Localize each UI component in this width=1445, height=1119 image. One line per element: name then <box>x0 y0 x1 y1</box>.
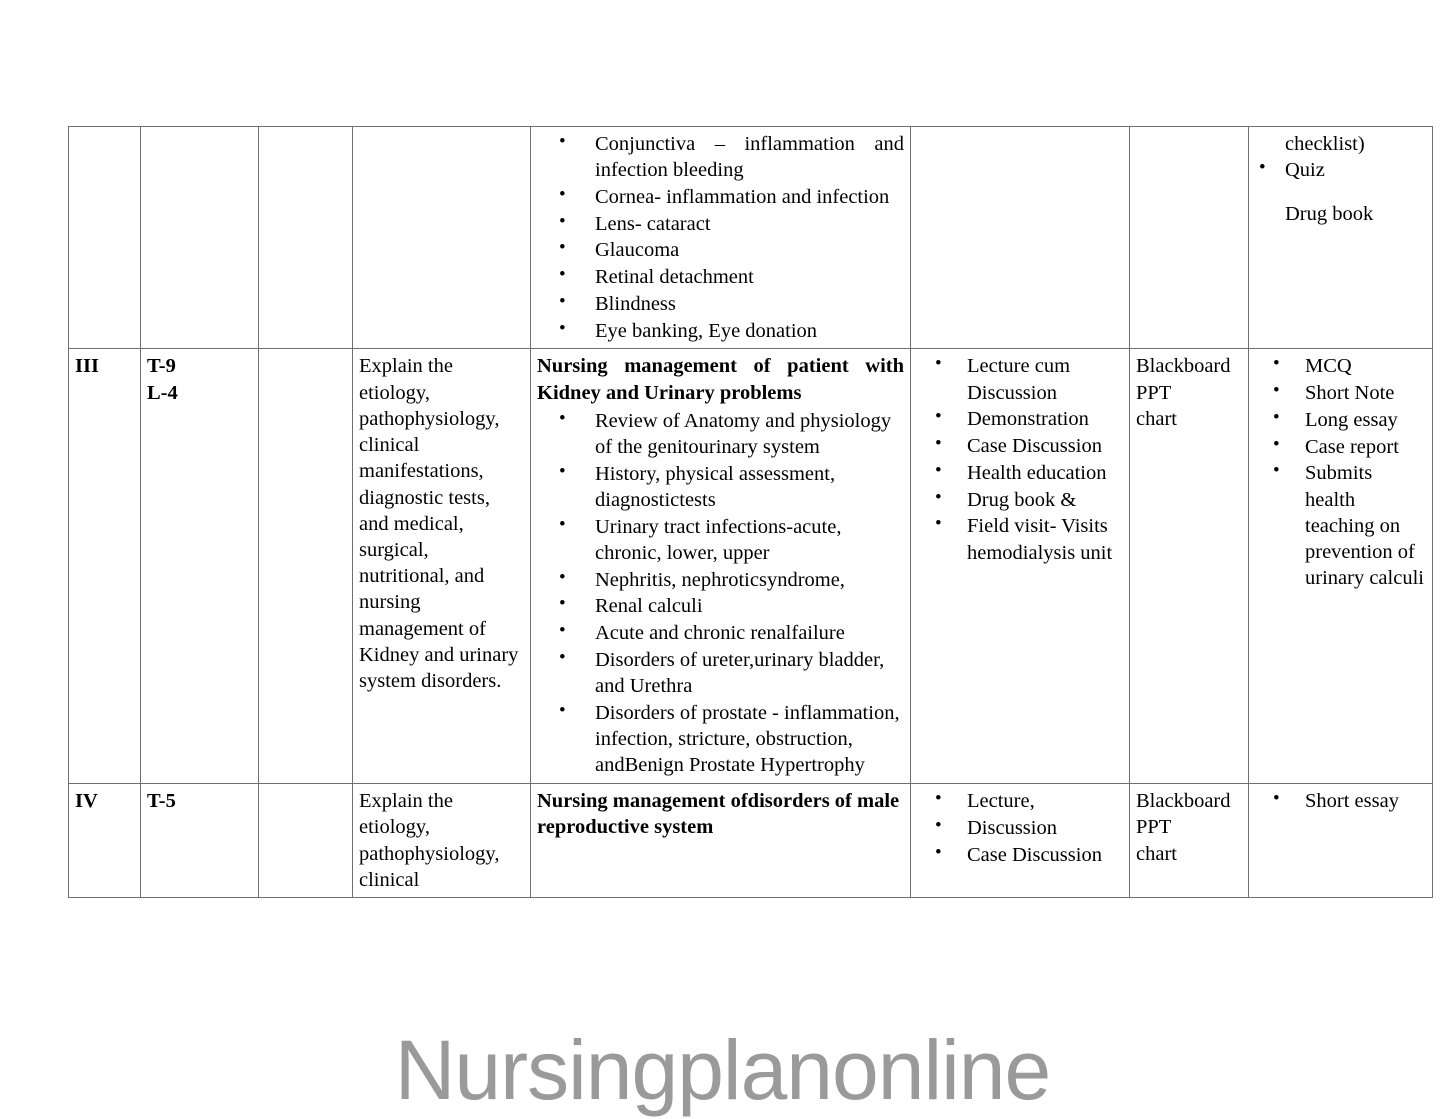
content-bullet-list <box>537 131 904 344</box>
content-bullet-list <box>537 408 904 779</box>
course-plan-table <box>68 126 1433 898</box>
cell-hours <box>141 349 259 784</box>
teaching-methods-bullet-list <box>917 788 1123 868</box>
assessment-bullet-list <box>1255 157 1426 183</box>
list-item: • Urinary tract infections-acute, chronic, lower, upper <box>537 514 904 566</box>
list-item: • Discussion <box>917 815 1123 841</box>
av-aid-line: Blackboard <box>1136 355 1231 378</box>
cell-av-aids <box>1130 784 1249 898</box>
cell-teaching-methods <box>911 127 1130 349</box>
list-item: • Nephritis, nephroticsyndrome, <box>537 567 904 593</box>
list-item: • Long essay <box>1255 407 1426 433</box>
list-item: • Case Discussion <box>917 842 1123 868</box>
av-aid-line: PPT <box>1136 381 1172 404</box>
list-item: • Quiz <box>1255 157 1426 183</box>
table-row <box>69 784 1433 898</box>
list-item: • Short Note <box>1255 380 1426 406</box>
list-item: • Renal calculi <box>537 593 904 619</box>
av-aid-line: chart <box>1136 842 1177 865</box>
cell-unit-number <box>69 127 141 349</box>
list-item: • Demonstration <box>917 406 1123 432</box>
list-item: • Lecture, <box>917 788 1123 814</box>
table-row <box>69 127 1433 349</box>
list-item: • MCQ <box>1255 353 1426 379</box>
cell-assessment <box>1249 784 1433 898</box>
cell-column-three <box>259 349 353 784</box>
cell-objectives: Explain the etiology, pathophysiology, clinical <box>353 784 531 898</box>
list-item: • Glaucoma <box>537 237 904 263</box>
list-item: • Case Discussion <box>917 433 1123 459</box>
assessment-lead-text: checklist) <box>1285 133 1365 155</box>
list-item: • Lecture cum Discussion <box>917 353 1123 405</box>
cell-teaching-methods <box>911 784 1130 898</box>
list-item: • Drug book & <box>917 487 1123 513</box>
list-item: • Health education <box>917 460 1123 486</box>
cell-column-three <box>259 784 353 898</box>
list-item: • Short essay <box>1255 788 1426 814</box>
list-item: • Field visit- Visits hemodialysis unit <box>917 513 1123 565</box>
cell-content <box>531 784 911 898</box>
list-item: • Retinal detachment <box>537 264 904 290</box>
cell-content <box>531 349 911 784</box>
list-item: • Review of Anatomy and physiology of the genitourinary system <box>537 408 904 460</box>
hours-lab: L-4 <box>147 381 178 404</box>
assessment-trailing-text: Drug book <box>1285 203 1374 226</box>
list-item: • Eye banking, Eye donation <box>537 318 904 344</box>
cell-teaching-methods <box>911 349 1130 784</box>
cell-av-aids <box>1130 349 1249 784</box>
list-item: • Case report <box>1255 434 1426 460</box>
assessment-bullet-list <box>1255 788 1426 814</box>
content-heading: Nursing management of patient with Kidney and Urinary problems <box>537 355 904 404</box>
list-item: • Conjunctiva – inflammation and infection bleeding <box>537 131 904 183</box>
teaching-methods-bullet-list <box>917 353 1123 565</box>
cell-hours <box>141 784 259 898</box>
cell-objectives <box>353 127 531 349</box>
av-aid-line: PPT <box>1136 816 1172 839</box>
cell-objectives: Explain the etiology, pathophysiology, clinical manifestations, diagnostic tests, and medical, surgical, nutritional, and nursing management of Kidney and urinary system disorders. <box>353 349 531 784</box>
cell-av-aids <box>1130 127 1249 349</box>
assessment-bullet-list <box>1255 353 1426 591</box>
watermark: Nursingplanonline <box>394 1023 1051 1117</box>
list-item: • Disorders of ureter,urinary bladder, and Urethra <box>537 647 904 699</box>
cell-unit-number: IV <box>69 784 141 898</box>
list-item: • Lens- cataract <box>537 211 904 237</box>
cell-assessment <box>1249 349 1433 784</box>
cell-unit-number: III <box>69 349 141 784</box>
cell-hours <box>141 127 259 349</box>
cell-assessment <box>1249 127 1433 349</box>
list-item: • Submits health teaching on prevention of urinary calculi <box>1255 460 1426 591</box>
av-aid-line: Blackboard <box>1136 790 1231 813</box>
table-row <box>69 349 1433 784</box>
list-item: • Cornea- inflammation and infection <box>537 184 904 210</box>
av-aid-line: chart <box>1136 407 1177 430</box>
hours-theory: T-9 <box>147 355 176 378</box>
content-heading: Nursing management ofdisorders of male reproductive system <box>537 790 900 839</box>
list-item: • Disorders of prostate - inflammation, infection, stricture, obstruction, andBenign Prostate Hypertrophy <box>537 700 904 779</box>
cell-content <box>531 127 911 349</box>
hours-theory: T-5 <box>147 790 176 813</box>
list-item: • Blindness <box>537 291 904 317</box>
list-item: • Acute and chronic renalfailure <box>537 620 904 646</box>
list-item: • History, physical assessment, diagnostictests <box>537 461 904 513</box>
cell-column-three <box>259 127 353 349</box>
